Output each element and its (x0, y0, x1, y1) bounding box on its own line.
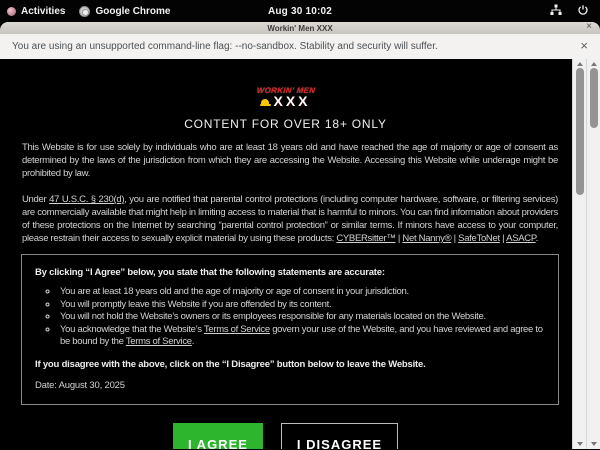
site-logo (226, 86, 346, 108)
infobar-message: You are using an unsupported command-line flag: --no-sandbox. Stability and security will suffer. (12, 41, 438, 52)
link-terms-of-service[interactable]: Terms of Service (203, 323, 270, 335)
parental-control-paragraph (22, 193, 558, 245)
link-asacp[interactable]: ASACP (506, 233, 536, 244)
chrome-icon (79, 6, 90, 17)
bullet4-text: You acknowledge that the Website’s (60, 323, 204, 335)
app-menu-label: Google Chrome (95, 5, 171, 17)
para2-text: . (535, 233, 538, 244)
i-disagree-button[interactable]: I DISAGREE (281, 423, 398, 450)
scroll-up-arrow-icon[interactable] (577, 62, 583, 66)
disagree-note: If you disagree with the above, click on the “I Disagree” button below to leave the Website. (35, 358, 426, 370)
distro-icon (7, 7, 16, 16)
i-agree-button[interactable]: I AGREE (173, 423, 263, 450)
separator: | (451, 233, 459, 244)
scroll-up-arrow-icon[interactable] (591, 62, 597, 66)
separator: | (395, 233, 403, 244)
bullet4-text: . (191, 336, 195, 347)
activities-label: Activities (21, 5, 66, 17)
list-item (58, 324, 545, 349)
list-item: ◦ You are at least 18 years old and the age of majority or age of consent in your jurisdiction. (58, 286, 545, 299)
scroll-down-arrow-icon[interactable] (577, 442, 583, 446)
scroll-down-arrow-icon[interactable] (591, 442, 597, 446)
age-paragraph: This Website is for use solely by individuals who are at least 18 years old and have reached the age of majority or age of consent as determined by the laws of the jurisdiction from which they are accessing the Website. Accessing this Website while underage might be prohibited by law. (22, 142, 558, 179)
outer-scrollbar[interactable] (586, 59, 600, 449)
separator: | (499, 233, 507, 244)
link-safetonet[interactable]: SafeToNet (458, 233, 500, 244)
page-title: CONTENT FOR OVER 18+ ONLY (184, 117, 387, 131)
bullet4-text: govern your use of the Website, and you have reviewed and agree to be bound by the (60, 323, 543, 347)
chrome-infobar (0, 34, 600, 59)
link-cybersitter[interactable]: CYBERsitter™ (336, 233, 396, 244)
power-icon[interactable] (577, 4, 589, 19)
link-usc-230d[interactable]: 47 U.S.C. § 230(d) (49, 194, 125, 205)
site-logo-title: WORKIN’ MEN (255, 86, 316, 95)
agreement-box (21, 254, 559, 405)
site-logo-xxx: XXX (273, 93, 311, 109)
link-terms-of-service[interactable]: Terms of Service (125, 336, 192, 347)
date-label: Date: August 30, 2025 (35, 379, 125, 391)
button-row (0, 423, 571, 450)
inner-scrollbar[interactable] (572, 59, 586, 449)
para2-text: , you are notified that parental control protections (including computer hardware, software, or filtering services) are commercially available that might help in limiting access to material that is harmful to minors. You can find information about providers of these protections on the Internet by searching “parental control protection” or similar terms. If minors have access to your computer, please restrain their access to sexually explicit material by using these products: (22, 194, 559, 244)
hard-hat-icon (260, 99, 271, 108)
window-titlebar[interactable] (0, 22, 600, 34)
para2-text: Under (22, 194, 50, 205)
outer-scrollbar-thumb[interactable] (590, 68, 598, 128)
infobar-close-icon[interactable]: × (580, 38, 588, 53)
scrollbar-area (572, 59, 600, 449)
clock-menu[interactable]: Aug 30 10:02 (267, 5, 333, 17)
link-net-nanny[interactable]: Net Nanny® (402, 233, 452, 244)
inner-scrollbar-thumb[interactable] (576, 68, 584, 195)
webpage (0, 59, 600, 449)
network-icon[interactable] (550, 4, 562, 19)
app-menu-button[interactable] (79, 6, 170, 17)
activities-button[interactable] (7, 6, 65, 17)
list-item: ◦ You will promptly leave this Website if you are offended by its content. (58, 299, 545, 312)
window-title: Workin' Men XXX (267, 23, 333, 33)
list-item: ◦ You will not hold the Website’s owners or its employees responsible for any materials located on the Website. (58, 311, 545, 324)
window-close-icon[interactable]: × (586, 22, 592, 32)
agreement-intro: By clicking “I Agree” below, you state that the following statements are accurate: (35, 267, 385, 278)
agreement-list (35, 286, 545, 349)
chrome-window (0, 22, 600, 450)
gnome-top-bar (0, 0, 600, 22)
